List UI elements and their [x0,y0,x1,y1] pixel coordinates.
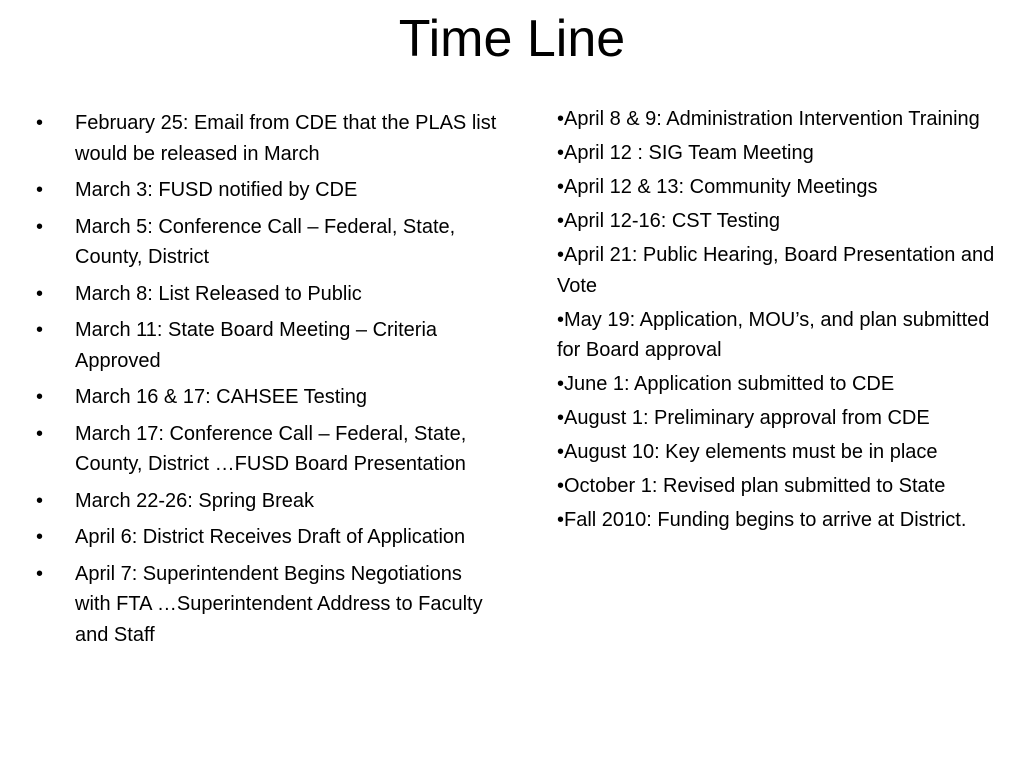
list-item-text: March 17: Conference Call – Federal, State, County, District …FUSD Board Presentation [75,422,467,475]
bullet-icon: • [36,562,44,585]
bullet-icon: • [36,282,44,305]
bullet-icon: • [36,489,44,512]
bullet-icon: • [36,319,44,341]
list-item: •April 8 & 9: Administration Intervention Training [557,108,980,130]
list-item: •October 1: Revised plan submitted to State [557,475,946,497]
list-item [30,522,500,553]
list-item [30,175,500,206]
left-timeline-list [30,108,500,656]
list-item: •May 19: Application, MOU’s, and plan submitted for Board approval [557,308,990,361]
list-item [30,108,500,169]
list-item: •June 1: Application submitted to CDE [557,373,895,395]
right-timeline-list [557,104,997,539]
list-item-text: March 22-26: Spring Break [75,489,315,512]
list-item: •April 12 : SIG Team Meeting [557,142,814,164]
list-item: •August 10: Key elements must be in place [557,441,938,463]
list-item [30,419,500,480]
slide-title: Time Line [398,10,626,68]
list-item: •Fall 2010: Funding begins to arrive at District. [557,509,967,531]
list-item: •April 21: Public Hearing, Board Presentation and Vote [557,244,995,297]
list-item-text: March 3: FUSD notified by CDE [75,179,358,201]
list-item [30,315,500,376]
list-item [30,559,500,651]
list-item-text: April 6: District Receives Draft of Application [75,526,466,548]
list-item [30,279,500,310]
list-item: •August 1: Preliminary approval from CDE [557,407,930,429]
list-item-text: February 25: Email from CDE that the PLAS list would be released in March [75,112,497,165]
bullet-icon: • [36,526,44,548]
list-item: •April 12 & 13: Community Meetings [557,176,878,198]
bullet-icon: • [36,112,44,134]
bullet-icon: • [36,386,44,408]
list-item: •April 12-16: CST Testing [557,210,781,232]
list-item-text: March 5: Conference Call – Federal, State, County, District [75,215,456,268]
list-item-text: March 8: List Released to Public [75,282,362,305]
list-item [30,382,500,413]
list-item [30,212,500,273]
bullet-icon: • [36,179,44,201]
list-item-text: March 16 & 17: CAHSEE Testing [75,386,367,408]
bullet-icon: • [36,215,44,238]
list-item [30,486,500,517]
bullet-icon: • [36,422,44,445]
list-item-text: April 7: Superintendent Begins Negotiations with FTA …Superintendent Address to Faculty and Staff [75,562,483,646]
list-item-text: March 11: State Board Meeting – Criteria Approved [75,319,438,372]
